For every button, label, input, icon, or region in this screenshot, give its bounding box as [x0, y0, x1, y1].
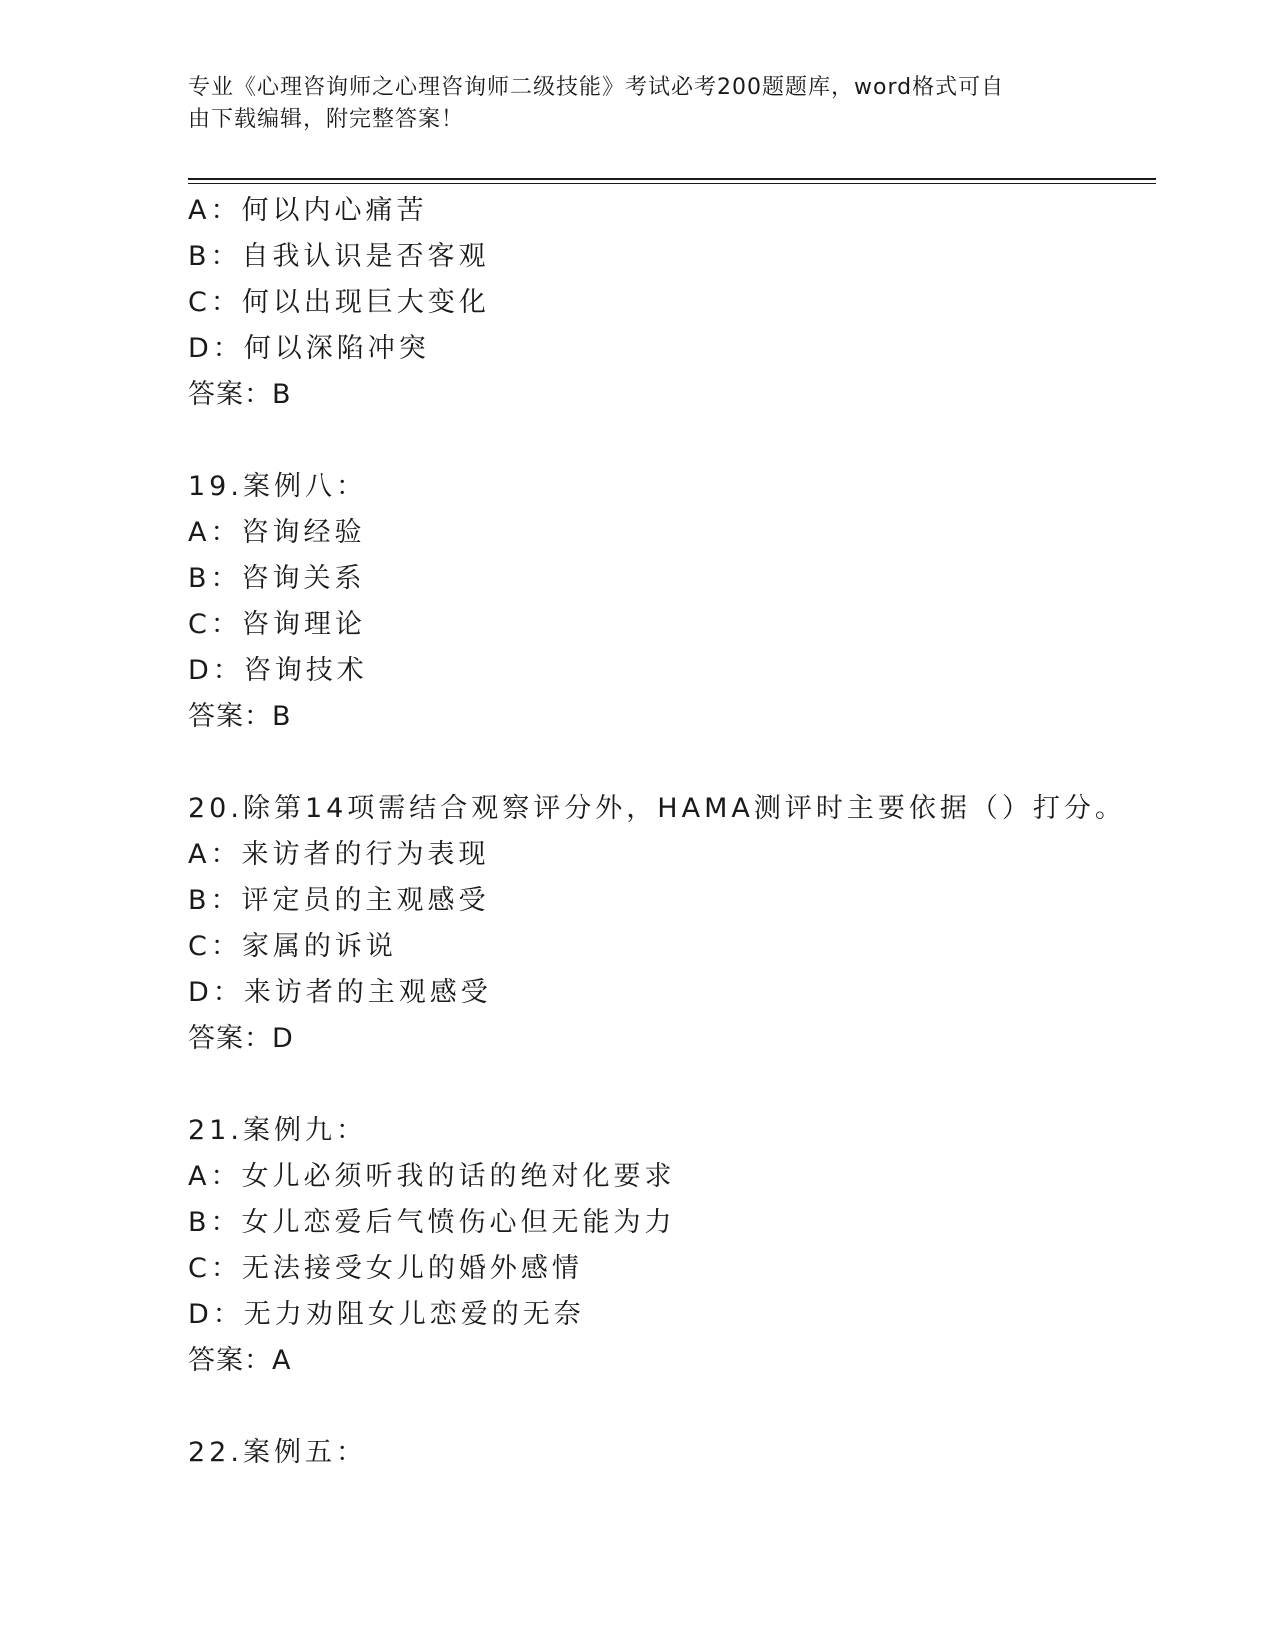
question-stem: 20.除第14项需结合观察评分外，HAMA测评时主要依据（）打分。 [188, 793, 1126, 824]
header-line-2: 由下载编辑，附完整答案！ [188, 107, 465, 132]
answer-line: 答案：A [188, 1345, 292, 1376]
answer-line: 答案：B [188, 379, 292, 410]
question-block [188, 1108, 1156, 1384]
option-c: C：无法接受女儿的婚外感情 [188, 1253, 583, 1284]
option-a: A：咨询经验 [188, 517, 366, 548]
question-block [188, 464, 1156, 740]
option-c: C：家属的诉说 [188, 931, 397, 962]
answer-line: 答案：B [188, 701, 292, 732]
option-a: A：女儿必须听我的话的绝对化要求 [188, 1161, 676, 1192]
option-d: D：何以深陷冲突 [188, 333, 430, 364]
document-header [188, 72, 1068, 136]
question-block [188, 786, 1156, 1062]
option-d: D：无力劝阻女儿恋爱的无奈 [188, 1299, 585, 1330]
header-divider [188, 178, 1156, 184]
option-b: B：咨询关系 [188, 563, 366, 594]
question-stem: 21.案例九： [188, 1115, 367, 1146]
spacer [188, 1062, 1156, 1108]
option-b: B：评定员的主观感受 [188, 885, 490, 916]
option-d: D：咨询技术 [188, 655, 368, 686]
option-c: C：咨询理论 [188, 609, 366, 640]
option-a: A：何以内心痛苦 [188, 195, 428, 226]
question-block [188, 1430, 1156, 1476]
question-block [188, 188, 1156, 418]
header-line-1: 专业《心理咨询师之心理咨询师二级技能》考试必考200题题库，word格式可自 [188, 75, 1005, 100]
question-stem: 19.案例八： [188, 471, 367, 502]
question-list [188, 188, 1156, 1476]
answer-line: 答案：D [188, 1023, 294, 1054]
spacer [188, 418, 1156, 464]
option-b: B：自我认识是否客观 [188, 241, 490, 272]
spacer [188, 740, 1156, 786]
option-d: D：来访者的主观感受 [188, 977, 492, 1008]
option-b: B：女儿恋爱后气愤伤心但无能为力 [188, 1207, 676, 1238]
question-stem: 22.案例五： [188, 1437, 367, 1468]
spacer [188, 1384, 1156, 1430]
option-a: A：来访者的行为表现 [188, 839, 490, 870]
option-c: C：何以出现巨大变化 [188, 287, 490, 318]
